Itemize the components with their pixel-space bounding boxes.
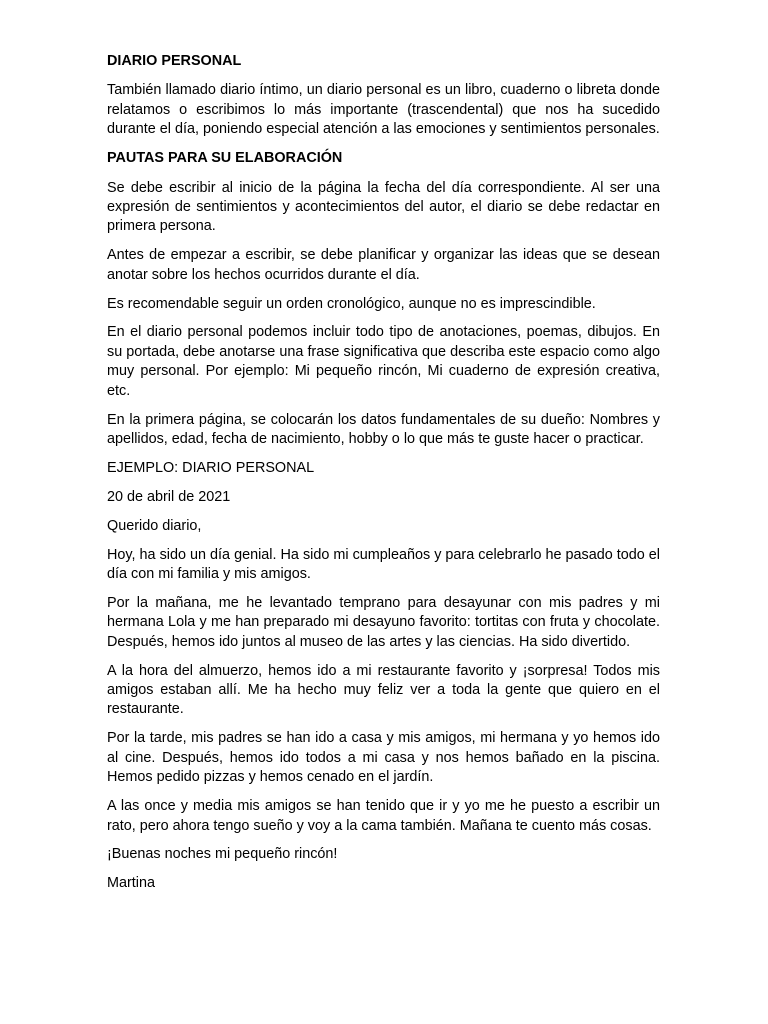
diary-paragraph: Hoy, ha sido un día genial. Ha sido mi cumpleaños y para celebrarlo he pasado todo el día con mi familia y mis amigos. <box>107 546 660 583</box>
diary-signature: Martina <box>107 875 155 892</box>
diary-closing: ¡Buenas noches mi pequeño rincón! <box>107 846 338 863</box>
diary-paragraph: Por la tarde, mis padres se han ido a casa y mis amigos, mi hermana y yo hemos ido al cine. Después, hemos ido todos a mi casa y nos hemos bañado en la piscina. Hemos pedido pizzas y hemos cenado en el jardín. <box>107 730 660 786</box>
diary-paragraph: A las once y media mis amigos se han tenido que ir y yo me he puesto a escribir un rato, pero ahora tengo sueño y voy a la cama también. Mañana te cuento más cosas. <box>107 798 660 834</box>
guideline-paragraph: En el diario personal podemos incluir todo tipo de anotaciones, poemas, dibujos. En su portada, debe anotarse una frase significativa que describa este espacio como algo muy personal. Por ejemplo: Mi pequeño rincón, Mi cuaderno de expresión creativa, etc. <box>107 324 660 399</box>
diary-greeting: Querido diario, <box>107 517 202 534</box>
guideline-paragraph: Antes de empezar a escribir, se debe planificar y organizar las ideas que se desean anotar sobre los hechos ocurridos durante el día. <box>107 247 660 283</box>
diary-date: 20 de abril de 2021 <box>107 488 231 505</box>
guideline-paragraph: Se debe escribir al inicio de la página la fecha del día correspondiente. Al ser una expresión de sentimientos y acontecimientos del autor, el diario se debe redactar en primera persona. <box>107 179 660 235</box>
intro-paragraph: También llamado diario íntimo, un diario personal es un libro, cuaderno o libreta donde relatamos o escribimos lo más importante (trascendental) que nos ha sucedido durante el día, poniendo especial atención a las emociones y sentimientos personales. <box>107 82 660 138</box>
diary-paragraph: A la hora del almuerzo, hemos ido a mi restaurante favorito y ¡sorpresa! Todos mis amigos estaban allí. Me ha hecho muy feliz ver a toda la gente que quiero en el restaurante. <box>107 662 660 718</box>
example-heading: EJEMPLO: DIARIO PERSONAL <box>107 459 315 476</box>
guideline-paragraph: En la primera página, se colocarán los datos fundamentales de su dueño: Nombres y apellidos, edad, fecha de nacimiento, hobby o lo que más te guste hacer o practicar. <box>107 411 660 447</box>
document-title: DIARIO PERSONAL <box>107 53 242 69</box>
document-page <box>107 52 660 903</box>
diary-paragraph: Por la mañana, me he levantado temprano para desayunar con mis padres y mi hermana Lola y me han preparado mi desayuno favorito: tortitas con fruta y chocolate. Después, hemos ido juntos al museo de las artes y las ciencias. Ha sido divertido. <box>107 594 660 650</box>
section-heading: PAUTAS PARA SU ELABORACIÓN <box>107 150 343 167</box>
guideline-paragraph: Es recomendable seguir un orden cronológico, aunque no es imprescindible. <box>107 295 596 312</box>
